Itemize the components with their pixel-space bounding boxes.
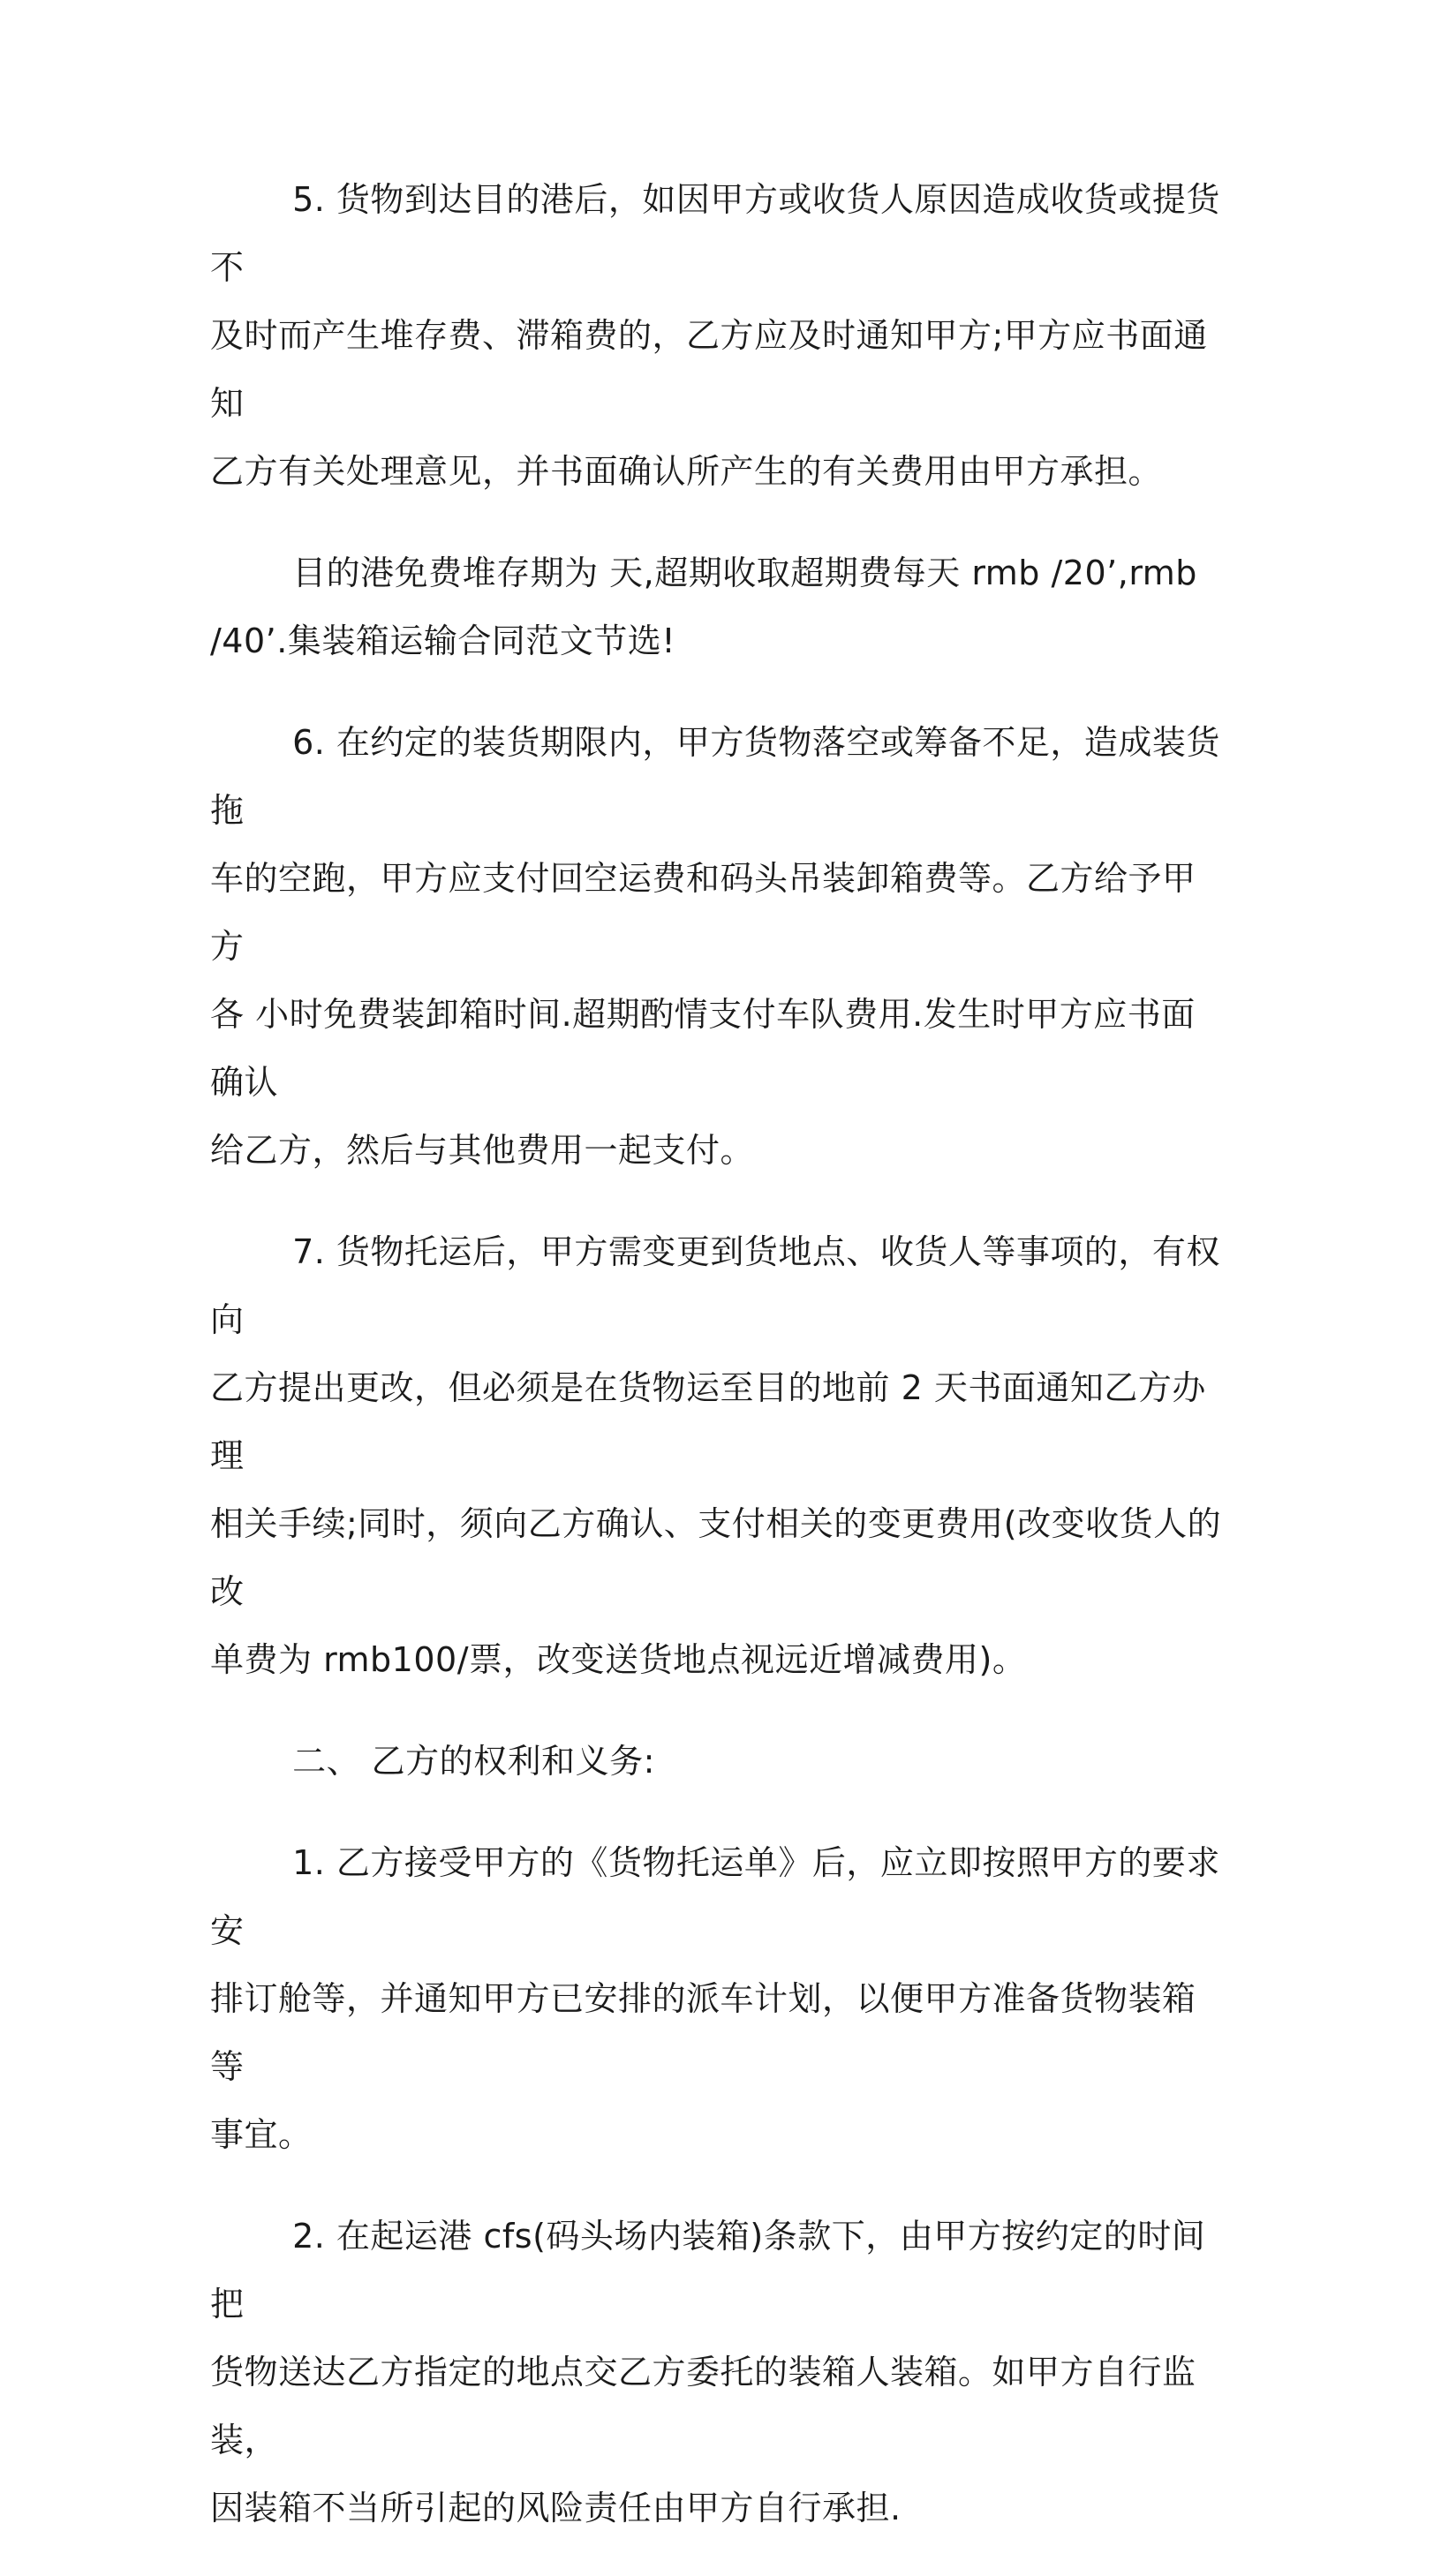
text-line: 6. 在约定的装货期限内，甲方货物落空或筹备不足，造成装货拖 [210,723,1220,830]
text-line: 乙方提出更改，但必须是在货物运至目的地前 2 天书面通知乙方办理 [210,1368,1206,1475]
paragraph-storage-period [210,539,1226,675]
text-line: 给乙方，然后与其他费用一起支付。 [210,1131,755,1170]
text-line: 7. 货物托运后，甲方需变更到货地点、收货人等事项的，有权向 [210,1232,1220,1339]
text-line: 事宜。 [210,2115,313,2154]
text-line: 及时而产生堆存费、滞箱费的，乙方应及时通知甲方;甲方应书面通知 [210,316,1208,423]
paragraph-clause-5 [210,166,1226,506]
text-line: 车的空跑，甲方应支付回空运费和码头吊装卸箱费等。乙方给予甲方 [210,859,1196,966]
text-line: 相关手续;同时，须向乙方确认、支付相关的变更费用(改变收货人的改 [210,1504,1222,1611]
paragraph-clause-b2 [210,2203,1226,2542]
section-heading-text: 二、 乙方的权利和义务: [292,1742,655,1781]
text-line: 1. 乙方接受甲方的《货物托运单》后，应立即按照甲方的要求安 [210,1843,1220,1950]
paragraph-clause-6 [210,709,1226,1185]
text-line: 目的港免费堆存期为 天,超期收取超期费每天 rmb /20’,rmb [292,554,1197,592]
text-line: 货物送达乙方指定的地点交乙方委托的装箱人装箱。如甲方自行监装， [210,2353,1196,2459]
text-line: 因装箱不当所引起的风险责任由甲方自行承担. [210,2489,902,2527]
paragraph-clause-b1 [210,1829,1226,2169]
text-line: /40’.集装箱运输合同范文节选! [210,621,676,660]
text-line: 单费为 rmb100/票，改变送货地点视远近增减费用)。 [210,1640,1027,1679]
text-line: 5. 货物到达目的港后，如因甲方或收货人原因造成收货或提货不 [210,180,1220,287]
text-line: 2. 在起运港 cfs(码头场内装箱)条款下，由甲方按约定的时间把 [210,2217,1206,2324]
document-body [210,166,1226,2576]
text-line: 各 小时免费装卸箱时间.超期酌情支付车队费用.发生时甲方应书面确认 [210,995,1196,1102]
paragraph-clause-7 [210,1218,1226,1694]
section-heading-party-b-rights [210,1728,1226,1796]
text-line: 乙方有关处理意见，并书面确认所产生的有关费用由甲方承担。 [210,452,1163,491]
text-line: 排订舱等，并通知甲方已安排的派车计划，以便甲方准备货物装箱等 [210,1979,1196,2086]
